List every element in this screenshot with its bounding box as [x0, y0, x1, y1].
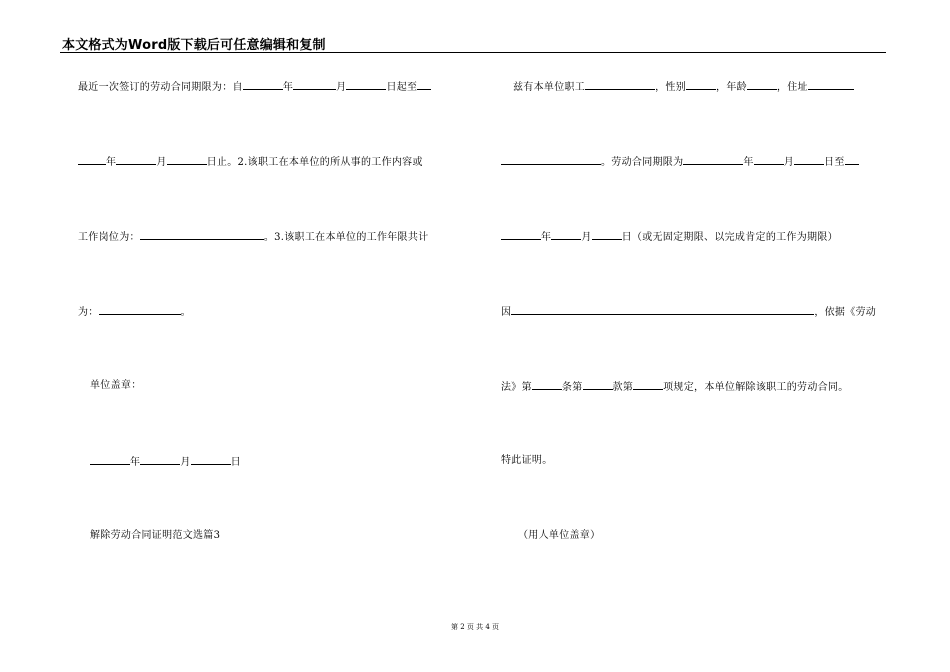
section-title: 解除劳动合同证明范文选篇3 — [90, 530, 221, 541]
fill-blank — [683, 155, 743, 165]
text-segment: 年 — [130, 457, 141, 468]
text-segment: 月 — [336, 82, 347, 93]
text-segment: 月 — [581, 232, 592, 243]
fill-blank — [140, 455, 180, 465]
right-line-employer-seal: （用人单位盖章） — [518, 530, 601, 541]
left-seal-label: 单位盖章： — [90, 380, 142, 391]
left-line-contract-end — [78, 155, 423, 169]
fill-blank — [794, 155, 824, 165]
left-line-job-position — [78, 230, 428, 244]
fill-blank — [511, 305, 814, 315]
text-segment: ，住址 — [776, 82, 808, 93]
text-segment: 月 — [180, 457, 191, 468]
text-segment: 月 — [156, 157, 167, 168]
text-segment: 工作岗位为： — [78, 232, 140, 243]
right-line-law-clause — [501, 380, 849, 394]
fill-blank — [243, 80, 283, 90]
text-segment: 兹有本单位职工 — [513, 82, 586, 93]
right-line-contract-end — [501, 230, 838, 244]
fill-blank — [532, 380, 562, 390]
text-segment: ，年龄 — [716, 82, 747, 93]
fill-blank — [585, 80, 655, 90]
text-segment: 法》第 — [501, 382, 532, 393]
page-footer: 第 2 页 共 4 页 — [450, 623, 500, 631]
fill-blank — [116, 155, 156, 165]
text-segment: 条第 — [561, 382, 583, 393]
fill-blank — [551, 230, 581, 240]
fill-blank — [501, 230, 541, 240]
document-header — [60, 36, 886, 53]
text-segment: 为： — [78, 307, 99, 318]
fill-blank — [583, 380, 613, 390]
text-segment: 因 — [501, 307, 512, 318]
text-segment: 年 — [541, 232, 552, 243]
text-segment: 。劳动合同期限为 — [601, 157, 684, 168]
text-segment: 最近一次签订的劳动合同期限为：自 — [78, 82, 243, 93]
header-title: 本文格式为Word版下载后可任意编辑和复制 — [62, 38, 326, 53]
left-date-line — [90, 455, 241, 469]
right-line-employee-info — [513, 80, 854, 94]
fill-blank — [346, 80, 386, 90]
text-segment: 日止。2.该职工在本单位的所从事的工作内容或 — [206, 157, 423, 168]
text-segment: 年 — [743, 157, 754, 168]
text-segment: ，依据《劳动 — [814, 307, 877, 318]
fill-blank — [754, 155, 784, 165]
fill-blank — [808, 80, 854, 90]
right-line-reason — [501, 305, 876, 319]
fill-blank — [686, 80, 716, 90]
fill-blank — [633, 380, 663, 390]
text-segment: ，性别 — [655, 82, 687, 93]
fill-blank — [845, 155, 859, 165]
text-segment: 日 — [230, 457, 241, 468]
fill-blank — [167, 155, 207, 165]
text-segment: 。 — [180, 307, 191, 318]
fill-blank — [90, 455, 130, 465]
text-segment: 日起至 — [386, 82, 418, 93]
right-line-certification: 特此证明。 — [501, 455, 553, 466]
text-segment: 。3.该职工在本单位的工作年限共计 — [263, 232, 429, 243]
left-line-contract-period — [78, 80, 431, 94]
fill-blank — [592, 230, 622, 240]
text-segment: 日至 — [824, 157, 845, 168]
right-line-contract-period — [501, 155, 859, 169]
fill-blank — [191, 455, 231, 465]
fill-blank — [417, 80, 431, 90]
text-segment: 年 — [106, 157, 117, 168]
text-segment: 项规定，本单位解除该职工的劳动合同。 — [663, 382, 849, 393]
text-segment: 日（或无固定期限、以完成肯定的工作为期限） — [621, 232, 838, 243]
text-segment: 年 — [282, 82, 294, 93]
fill-blank — [99, 305, 181, 315]
fill-blank — [78, 155, 106, 165]
text-segment: 款第 — [612, 382, 634, 393]
left-line-work-years — [78, 305, 191, 319]
fill-blank — [747, 80, 777, 90]
fill-blank — [501, 155, 601, 165]
fill-blank — [140, 230, 264, 240]
fill-blank — [293, 80, 336, 90]
text-segment: 月 — [783, 157, 795, 168]
